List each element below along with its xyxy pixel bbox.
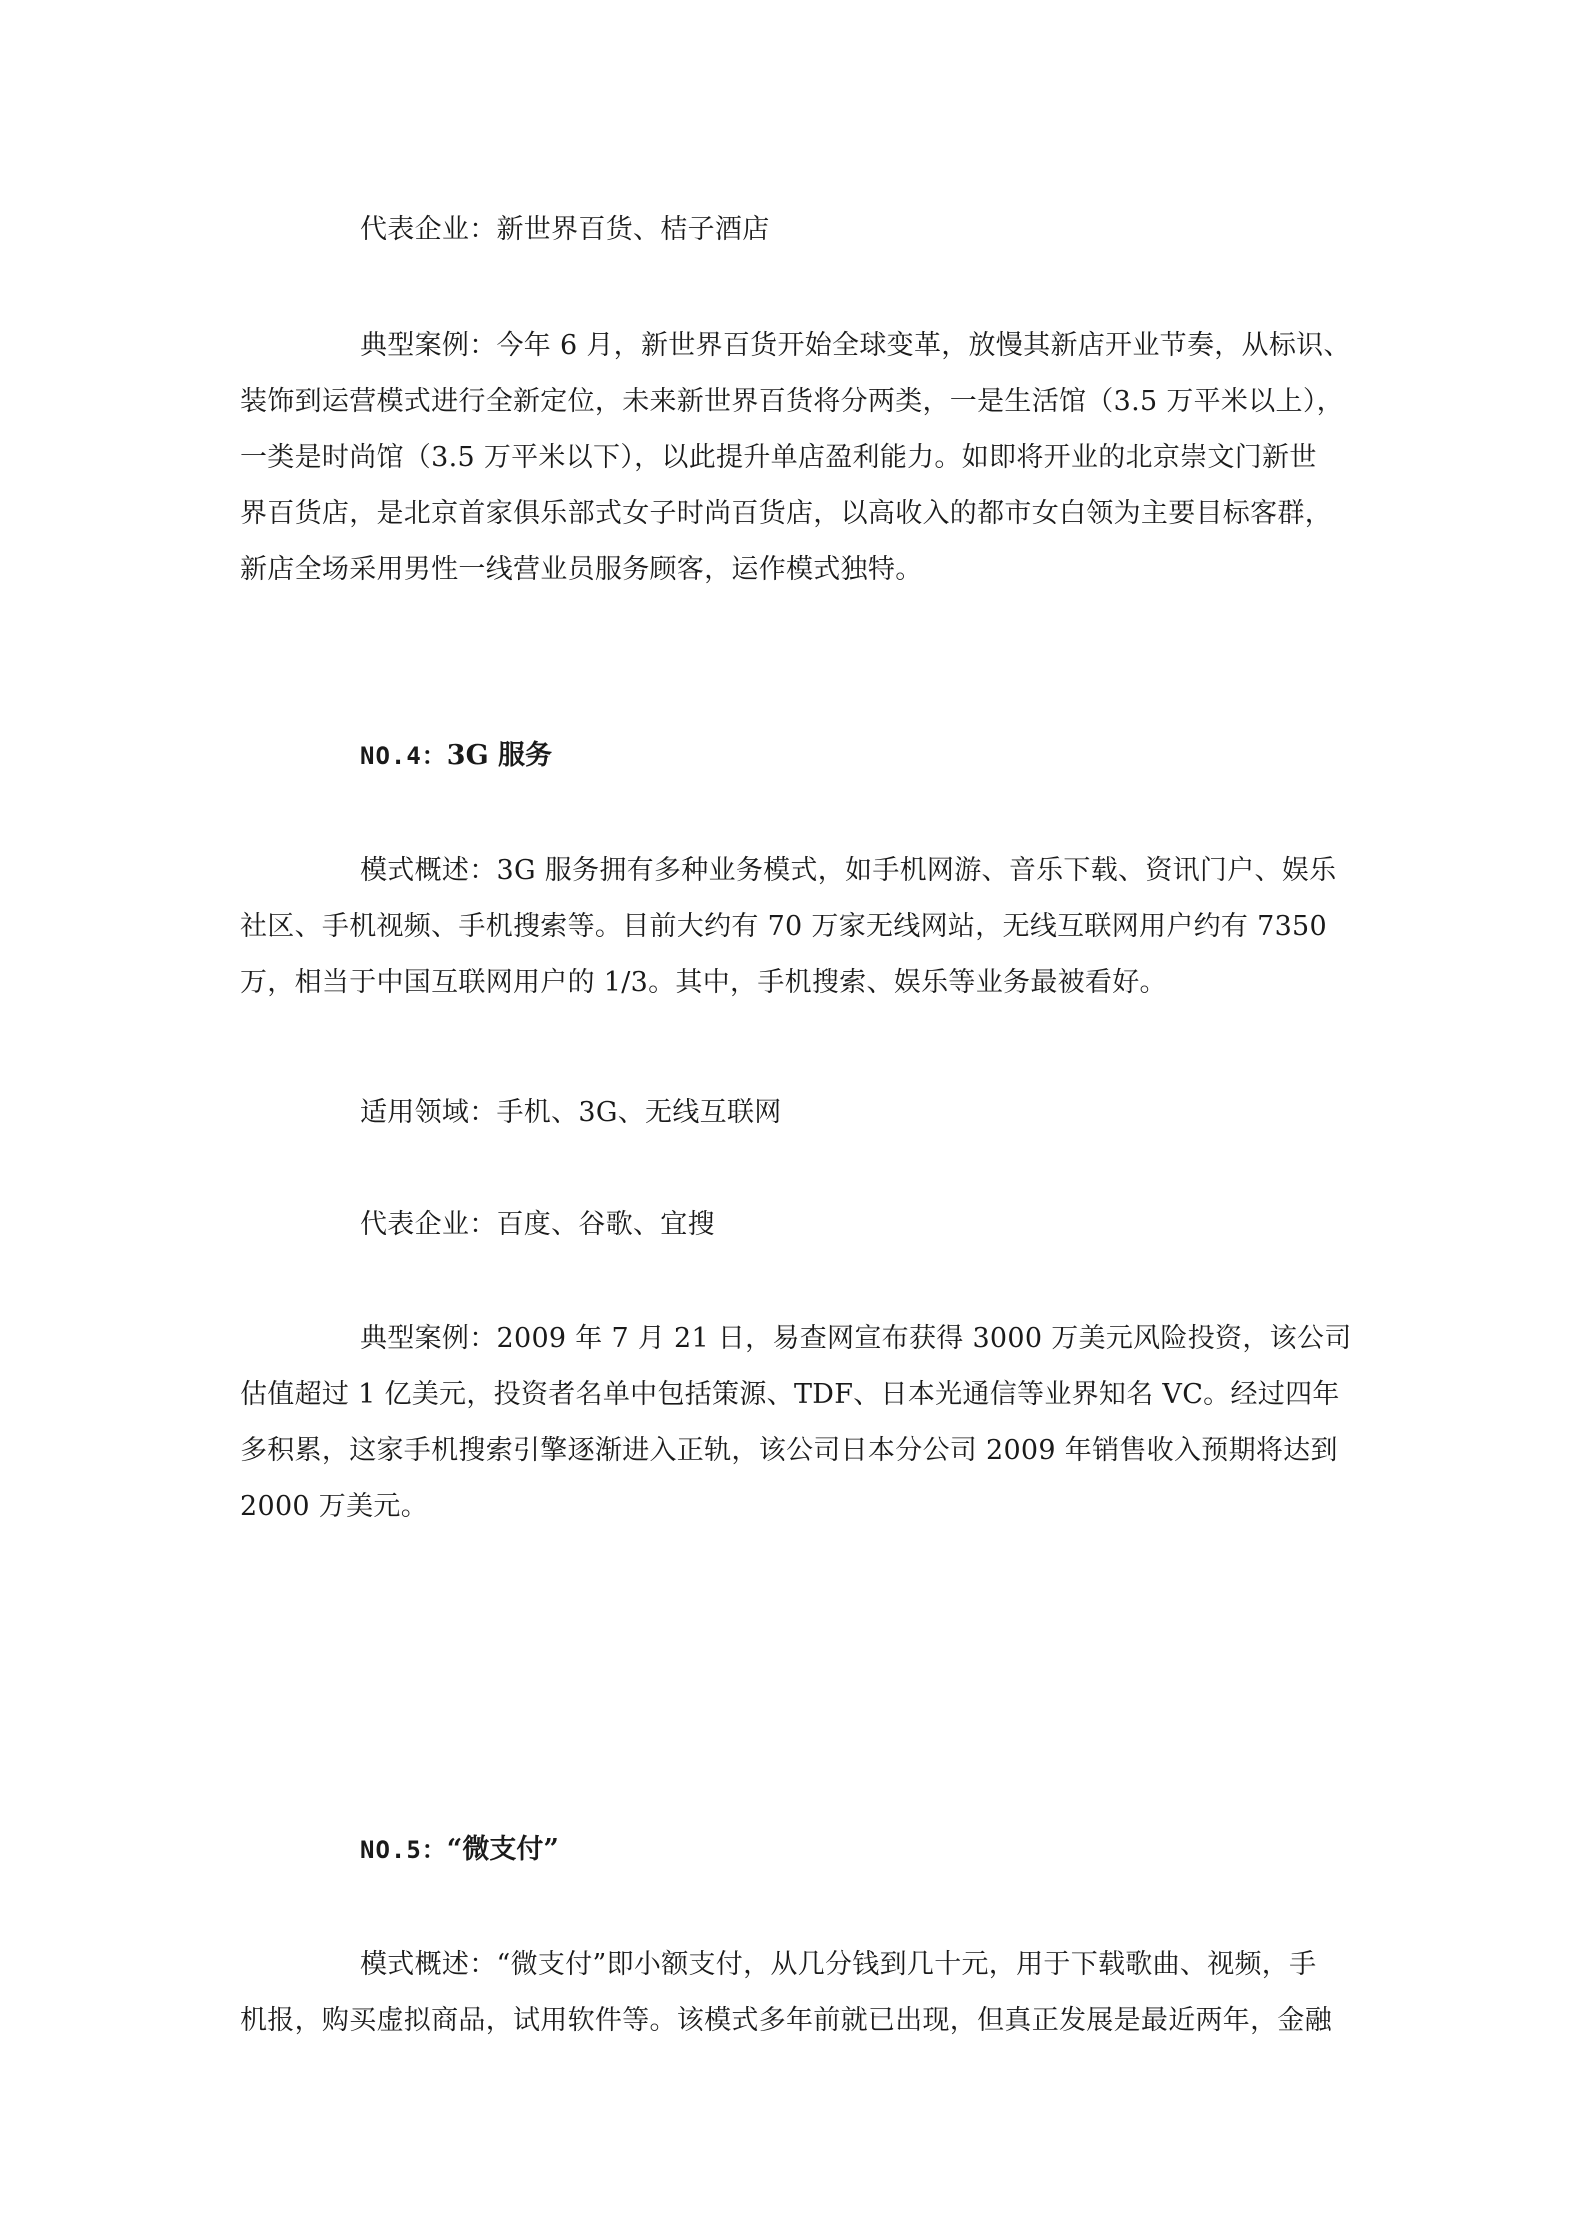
text-line: 代表企业：百度、谷歌、宜搜 (360, 1209, 715, 1240)
section-heading-no4 (360, 728, 552, 784)
text-line: 代表企业：新世界百货、桔子酒店 (360, 214, 770, 245)
text-line: 模式概述：3G 服务拥有多种业务模式，如手机网游、音乐下载、资讯门户、娱乐 (360, 855, 1337, 886)
text-line: 模式概述：“微支付”即小额支付，从几分钱到几十元，用于下载歌曲、视频，手 (360, 1949, 1317, 1980)
text-line: 装饰到运营模式进行全新定位，未来新世界百货将分两类，一是生活馆（3.5 万平米以上）， (240, 386, 1344, 417)
section-title: “微支付” (446, 1834, 559, 1865)
document-page (240, 0, 1350, 2240)
text-line: 万，相当于中国互联网用户的 1/3。其中，手机搜索、娱乐等业务最被看好。 (240, 967, 1167, 998)
text-line: 2000 万美元。 (240, 1491, 428, 1522)
text-line: 社区、手机视频、手机搜索等。目前大约有 70 万家无线网站，无线互联网用户约有 7350 (240, 911, 1328, 942)
paragraph-model-overview-micropayment (240, 1937, 1350, 2049)
paragraph-model-overview-3g (240, 843, 1350, 1011)
section-number: NO.5： (360, 1836, 447, 1864)
text-line: 典型案例：2009 年 7 月 21 日，易查网宣布获得 3000 万美元风险投资，该公司 (360, 1323, 1352, 1354)
text-line: 新店全场采用男性一线营业员服务顾客，运作模式独特。 (240, 554, 923, 585)
text-line: 界百货店，是北京首家俱乐部式女子时尚百货店，以高收入的都市女白领为主要目标客群， (240, 498, 1332, 529)
text-line: 典型案例：今年 6 月，新世界百货开始全球变革，放慢其新店开业节奏，从标识、 (360, 330, 1351, 361)
paragraph-representative-companies-1 (240, 202, 1350, 258)
section-heading-no5 (360, 1822, 559, 1878)
text-line: 机报，购买虚拟商品，试用软件等。该模式多年前就已出现，但真正发展是最近两年，金融 (240, 2005, 1332, 2036)
text-line: 一类是时尚馆（3.5 万平米以下），以此提升单店盈利能力。如即将开业的北京崇文门新世 (240, 442, 1317, 473)
section-title: 3G 服务 (446, 740, 553, 771)
text-line: 适用领域：手机、3G、无线互联网 (360, 1097, 782, 1128)
paragraph-applicable-fields (240, 1085, 1350, 1141)
section-number: NO.4： (360, 742, 447, 770)
text-line: 估值超过 1 亿美元，投资者名单中包括策源、TDF、日本光通信等业界知名 VC。经过四年 (240, 1379, 1340, 1410)
paragraph-typical-case-1 (240, 318, 1350, 598)
text-line: 多积累，这家手机搜索引擎逐渐进入正轨，该公司日本分公司 2009 年销售收入预期将达到 (240, 1435, 1338, 1466)
paragraph-representative-companies-2 (240, 1197, 1350, 1253)
paragraph-typical-case-2 (240, 1311, 1350, 1535)
